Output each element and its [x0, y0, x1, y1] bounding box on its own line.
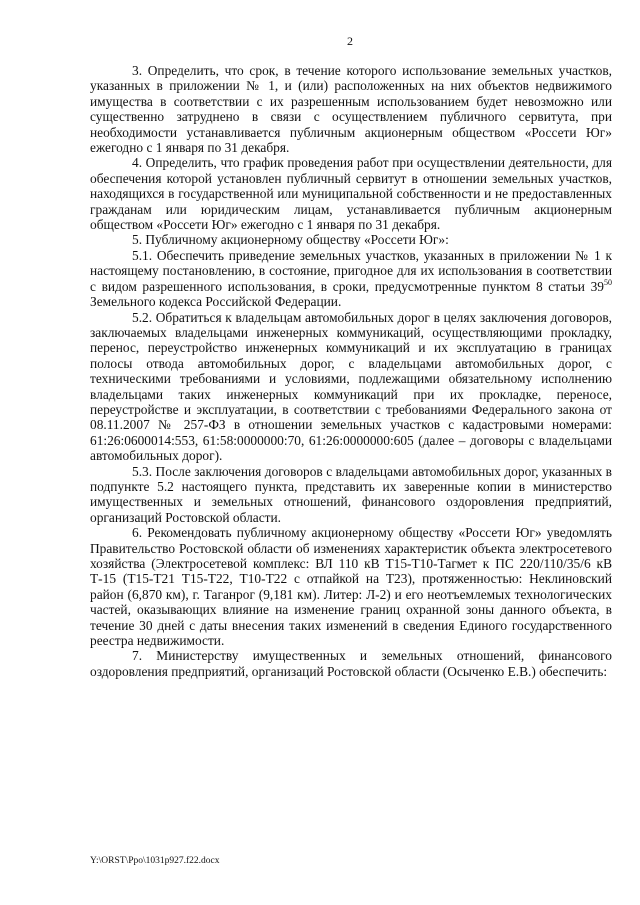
page-number: 2 — [347, 34, 353, 48]
paragraph-5-2: 5.2. Обратиться к владельцам автомобильных дорог в целях заключения договоров, заключаемых владельцами инженерных коммуникаций, осуществляющими прокладку, перенос, переустройство инженерных коммуникаций и их эксплуатацию в границах полосы отвода автомобильных дорог, с владельцами автомобильных дорог, с техническими требованиями и условиями, подлежащими обязательному исполнению владельцами таких инженерных коммуникаций при их прокладке, переносе, переустройстве и эксплуатации, в соответствии с требованиями Федерального закона от 08.11.2007 № 257-ФЗ в отношении земельных участков с кадастровыми номерами: 61:26:0600014:553, 61:58:0000000:70, 61:26:0000000:605 (далее – договоры с владельцами автомобильных дорог). — [90, 309, 612, 464]
paragraph-5: 5. Публичному акционерному обществу «Россети Юг»: — [132, 232, 449, 248]
paragraph-3: 3. Определить, что срок, в течение которого использование земельных участков, указанных в приложении № 1, и (или) расположенных на них объектов недвижимого имущества в соответствии с их разрешенным использованием будет невозможно или существенно затруднено в связи с осуществлением публичного сервитута, при необходимости устанавливается публичным акционерным обществом «Россети Юг» ежегодно с 1 января по 31 декабря. — [90, 63, 612, 156]
paragraph-6: 6. Рекомендовать публичному акционерному обществу «Россети Юг» уведомлять Правительство Ростовской области об изменениях характеристик объекта электросетевого хозяйства (Электросетевой комплекс: ВЛ 110 кВ Т15-Т10-Тагмет к ПС 220/110/35/6 кВ Т-15 (Т15-Т21 Т15-Т22, Т10-Т22 с отпайкой на Т23), протяженностью: Неклиновский район (6,870 км), г. Таганрог (9,181 км). Литер: Л-2) и его неотъемлемых технологических частей, оказывающих влияние на изменение границ охранной зоны данного объекта, в течение 30 дней с даты внесения таких изменений в сведения Единого государственного реестра недвижимости. — [90, 525, 612, 649]
paragraph-5-1 — [90, 248, 612, 310]
paragraph-5-1-tail: Земельного кодекса Российской Федерации. — [90, 294, 342, 310]
file-path-footer: Y:\ORST\Ppo\1031p927.f22.docx — [90, 856, 220, 866]
paragraph-4: 4. Определить, что график проведения работ при осуществлении деятельности, для обеспечения которой установлен публичный сервитут в отношении земельных участков, находящихся в государственной или муниципальной собственности и не предоставленных гражданам или юридическим лицам, устанавливается публичным акционерным обществом «Россети Юг» ежегодно с 1 января по 31 декабря. — [90, 155, 612, 233]
paragraph-5-3: 5.3. После заключения договоров с владельцами автомобильных дорог, указанных в подпункте 5.2 настоящего пункта, представить их заверенные копии в министерство имущественных и земельных отношений, финансового оздоровления предприятий, организаций Ростовской области. — [90, 463, 612, 525]
article-superscript: 50 — [604, 277, 612, 287]
document-body — [90, 63, 612, 679]
paragraph-7: 7. Министерству имущественных и земельных отношений, финансового оздоровления предприятий, организаций Ростовской области (Осыченко Е.В.) обеспечить: — [90, 648, 612, 679]
paragraph-5-1-main: 5.1. Обеспечить приведение земельных участков, указанных в приложении № 1 к настоящему постановлению, в состояние, пригодное для их использования в соответствии с видом разрешенного использования, в сроки, предусмотренные пунктом 8 статьи 39 — [90, 247, 612, 294]
